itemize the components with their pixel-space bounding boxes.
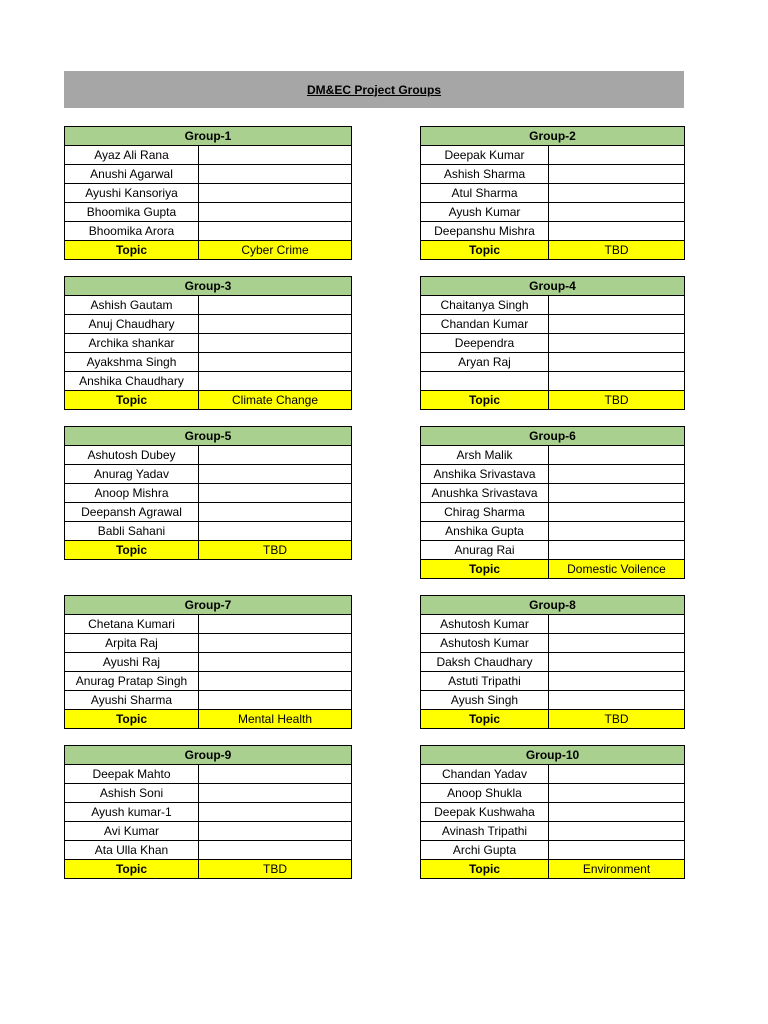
- topic-label: Topic: [421, 860, 549, 879]
- member-name-cell[interactable]: Avinash Tripathi: [421, 822, 549, 841]
- member-name-cell[interactable]: Anshika Srivastava: [421, 465, 549, 484]
- title-banner: [64, 71, 684, 108]
- member-row: [65, 334, 352, 353]
- member-row: [421, 653, 685, 672]
- empty-cell[interactable]: [549, 184, 685, 203]
- empty-cell[interactable]: [199, 672, 352, 691]
- member-row: [421, 222, 685, 241]
- member-row: [65, 146, 352, 165]
- group-table-10: [420, 745, 685, 879]
- member-name-cell[interactable]: Anushka Srivastava: [421, 484, 549, 503]
- member-row: [65, 803, 352, 822]
- empty-cell[interactable]: [199, 765, 352, 784]
- member-row: [65, 822, 352, 841]
- empty-cell[interactable]: [199, 522, 352, 541]
- member-row: [421, 146, 685, 165]
- topic-value[interactable]: Environment: [549, 860, 685, 879]
- empty-cell[interactable]: [549, 353, 685, 372]
- member-row: [421, 372, 685, 391]
- empty-cell[interactable]: [199, 165, 352, 184]
- empty-cell[interactable]: [199, 503, 352, 522]
- member-row: [65, 672, 352, 691]
- member-row: [65, 184, 352, 203]
- member-row: [421, 334, 685, 353]
- group-table-6: [420, 426, 685, 579]
- topic-row: [421, 860, 685, 879]
- member-name-cell[interactable]: Ayaz Ali Rana: [65, 146, 199, 165]
- member-row: [65, 296, 352, 315]
- empty-cell[interactable]: [199, 653, 352, 672]
- member-row: [421, 672, 685, 691]
- topic-label: Topic: [65, 541, 199, 560]
- member-name-cell[interactable]: Ashutosh Kumar: [421, 615, 549, 634]
- member-row: [65, 372, 352, 391]
- member-name-cell[interactable]: Anshika Gupta: [421, 522, 549, 541]
- member-row: [421, 446, 685, 465]
- empty-cell[interactable]: [549, 691, 685, 710]
- member-name-cell[interactable]: Bhoomika Gupta: [65, 203, 199, 222]
- member-row: [65, 765, 352, 784]
- topic-row: [65, 710, 352, 729]
- group-header: Group-2: [421, 127, 685, 146]
- topic-row: [65, 391, 352, 410]
- empty-cell[interactable]: [199, 372, 352, 391]
- member-name-cell[interactable]: Arpita Raj: [65, 634, 199, 653]
- topic-value[interactable]: TBD: [549, 710, 685, 729]
- empty-cell[interactable]: [199, 296, 352, 315]
- member-row: [65, 653, 352, 672]
- empty-cell[interactable]: [549, 822, 685, 841]
- topic-row: [421, 241, 685, 260]
- member-row: [65, 841, 352, 860]
- empty-cell[interactable]: [199, 615, 352, 634]
- group-table-7: [64, 595, 352, 729]
- member-row: [421, 841, 685, 860]
- member-name-cell[interactable]: Ayakshma Singh: [65, 353, 199, 372]
- empty-cell[interactable]: [199, 222, 352, 241]
- empty-cell[interactable]: [549, 465, 685, 484]
- empty-cell[interactable]: [549, 484, 685, 503]
- member-name-cell[interactable]: Ashish Gautam: [65, 296, 199, 315]
- group-table-9: [64, 745, 352, 879]
- topic-label: Topic: [421, 710, 549, 729]
- group-table-4: [420, 276, 685, 410]
- member-row: [421, 315, 685, 334]
- member-name-cell[interactable]: Ayushi Kansoriya: [65, 184, 199, 203]
- topic-value[interactable]: Mental Health: [199, 710, 352, 729]
- topic-value[interactable]: TBD: [549, 391, 685, 410]
- member-name-cell[interactable]: Anoop Shukla: [421, 784, 549, 803]
- member-name-cell[interactable]: Ashutosh Kumar: [421, 634, 549, 653]
- empty-cell[interactable]: [549, 503, 685, 522]
- member-row: [421, 541, 685, 560]
- member-name-cell[interactable]: Anurag Pratap Singh: [65, 672, 199, 691]
- empty-cell[interactable]: [549, 222, 685, 241]
- member-name-cell[interactable]: Anuj Chaudhary: [65, 315, 199, 334]
- empty-cell[interactable]: [199, 634, 352, 653]
- member-row: [421, 484, 685, 503]
- empty-cell[interactable]: [549, 372, 685, 391]
- topic-value[interactable]: TBD: [199, 541, 352, 560]
- member-name-cell[interactable]: Aryan Raj: [421, 353, 549, 372]
- member-name-cell[interactable]: Deepak Mahto: [65, 765, 199, 784]
- empty-cell[interactable]: [549, 315, 685, 334]
- member-row: [65, 691, 352, 710]
- topic-label: Topic: [65, 710, 199, 729]
- member-row: [421, 784, 685, 803]
- topic-label: Topic: [421, 241, 549, 260]
- group-header: Group-1: [65, 127, 352, 146]
- member-row: [421, 765, 685, 784]
- member-row: [421, 615, 685, 634]
- empty-cell[interactable]: [549, 615, 685, 634]
- group-table-1: [64, 126, 352, 260]
- group-header: Group-10: [421, 746, 685, 765]
- topic-label: Topic: [421, 391, 549, 410]
- topic-row: [65, 860, 352, 879]
- member-name-cell[interactable]: Ashish Soni: [65, 784, 199, 803]
- empty-cell[interactable]: [549, 765, 685, 784]
- group-header: Group-3: [65, 277, 352, 296]
- member-name-cell[interactable]: Deependra: [421, 334, 549, 353]
- empty-cell[interactable]: [549, 446, 685, 465]
- member-name-cell[interactable]: Deepak Kumar: [421, 146, 549, 165]
- member-name-cell[interactable]: Anushi Agarwal: [65, 165, 199, 184]
- member-name-cell[interactable]: Chandan Yadav: [421, 765, 549, 784]
- member-row: [65, 465, 352, 484]
- topic-label: Topic: [65, 860, 199, 879]
- member-row: [421, 353, 685, 372]
- empty-cell[interactable]: [549, 634, 685, 653]
- empty-cell[interactable]: [549, 803, 685, 822]
- member-row: [421, 165, 685, 184]
- empty-cell[interactable]: [199, 822, 352, 841]
- empty-cell[interactable]: [199, 465, 352, 484]
- member-name-cell[interactable]: Anurag Yadav: [65, 465, 199, 484]
- member-name-cell[interactable]: Ashutosh Dubey: [65, 446, 199, 465]
- member-row: [421, 822, 685, 841]
- member-name-cell[interactable]: Ayush Singh: [421, 691, 549, 710]
- topic-row: [421, 560, 685, 579]
- member-row: [421, 691, 685, 710]
- empty-cell[interactable]: [549, 841, 685, 860]
- topic-value[interactable]: Domestic Voilence: [549, 560, 685, 579]
- member-name-cell[interactable]: Anurag Rai: [421, 541, 549, 560]
- group-header: Group-8: [421, 596, 685, 615]
- empty-cell[interactable]: [549, 522, 685, 541]
- member-row: [65, 315, 352, 334]
- empty-cell[interactable]: [549, 653, 685, 672]
- member-name-cell[interactable]: Arsh Malik: [421, 446, 549, 465]
- empty-cell[interactable]: [199, 334, 352, 353]
- member-name-cell[interactable]: Chetana Kumari: [65, 615, 199, 634]
- group-header: Group-4: [421, 277, 685, 296]
- group-header: Group-5: [65, 427, 352, 446]
- empty-cell[interactable]: [549, 784, 685, 803]
- empty-cell[interactable]: [199, 484, 352, 503]
- empty-cell[interactable]: [199, 184, 352, 203]
- member-row: [65, 203, 352, 222]
- member-name-cell[interactable]: Archi Gupta: [421, 841, 549, 860]
- member-name-cell[interactable]: Deepansh Agrawal: [65, 503, 199, 522]
- member-name-cell[interactable]: Ata Ulla Khan: [65, 841, 199, 860]
- member-row: [65, 522, 352, 541]
- member-name-cell[interactable]: Ashish Sharma: [421, 165, 549, 184]
- member-row: [65, 634, 352, 653]
- member-row: [421, 296, 685, 315]
- topic-value[interactable]: TBD: [549, 241, 685, 260]
- member-row: [65, 222, 352, 241]
- member-name-cell[interactable]: Chirag Sharma: [421, 503, 549, 522]
- member-name-cell[interactable]: Ayushi Sharma: [65, 691, 199, 710]
- member-row: [421, 803, 685, 822]
- member-row: [421, 503, 685, 522]
- topic-label: Topic: [65, 241, 199, 260]
- member-name-cell[interactable]: Babli Sahani: [65, 522, 199, 541]
- topic-label: Topic: [65, 391, 199, 410]
- group-table-3: [64, 276, 352, 410]
- member-name-cell[interactable]: [421, 372, 549, 391]
- topic-value[interactable]: Climate Change: [199, 391, 352, 410]
- member-row: [65, 484, 352, 503]
- empty-cell[interactable]: [549, 296, 685, 315]
- empty-cell[interactable]: [549, 203, 685, 222]
- member-name-cell[interactable]: Bhoomika Arora: [65, 222, 199, 241]
- empty-cell[interactable]: [199, 446, 352, 465]
- member-name-cell[interactable]: Deepak Kushwaha: [421, 803, 549, 822]
- empty-cell[interactable]: [549, 672, 685, 691]
- member-row: [421, 184, 685, 203]
- empty-cell[interactable]: [199, 841, 352, 860]
- member-row: [65, 446, 352, 465]
- topic-label: Topic: [421, 560, 549, 579]
- member-name-cell[interactable]: Anshika Chaudhary: [65, 372, 199, 391]
- empty-cell[interactable]: [199, 803, 352, 822]
- member-row: [421, 634, 685, 653]
- empty-cell[interactable]: [549, 541, 685, 560]
- member-name-cell[interactable]: Anoop Mishra: [65, 484, 199, 503]
- member-name-cell[interactable]: Chaitanya Singh: [421, 296, 549, 315]
- empty-cell[interactable]: [549, 334, 685, 353]
- group-header: Group-9: [65, 746, 352, 765]
- topic-row: [421, 391, 685, 410]
- group-table-8: [420, 595, 685, 729]
- group-header: Group-7: [65, 596, 352, 615]
- group-header: Group-6: [421, 427, 685, 446]
- member-name-cell[interactable]: Astuti Tripathi: [421, 672, 549, 691]
- member-row: [421, 522, 685, 541]
- member-name-cell[interactable]: Daksh Chaudhary: [421, 653, 549, 672]
- topic-row: [65, 541, 352, 560]
- empty-cell[interactable]: [199, 784, 352, 803]
- member-name-cell[interactable]: Ayush Kumar: [421, 203, 549, 222]
- empty-cell[interactable]: [199, 315, 352, 334]
- page-title: DM&EC Project Groups: [306, 82, 441, 97]
- member-row: [421, 465, 685, 484]
- member-name-cell[interactable]: Avi Kumar: [65, 822, 199, 841]
- member-name-cell[interactable]: Atul Sharma: [421, 184, 549, 203]
- topic-value[interactable]: TBD: [199, 860, 352, 879]
- group-table-5: [64, 426, 352, 560]
- empty-cell[interactable]: [199, 353, 352, 372]
- empty-cell[interactable]: [199, 691, 352, 710]
- empty-cell[interactable]: [549, 165, 685, 184]
- member-name-cell[interactable]: Ayush kumar-1: [65, 803, 199, 822]
- member-name-cell[interactable]: Ayushi Raj: [65, 653, 199, 672]
- member-name-cell[interactable]: Deepanshu Mishra: [421, 222, 549, 241]
- member-row: [421, 203, 685, 222]
- member-name-cell[interactable]: Chandan Kumar: [421, 315, 549, 334]
- topic-row: [65, 241, 352, 260]
- member-name-cell[interactable]: Archika shankar: [65, 334, 199, 353]
- empty-cell[interactable]: [549, 146, 685, 165]
- member-row: [65, 165, 352, 184]
- member-row: [65, 353, 352, 372]
- empty-cell[interactable]: [199, 146, 352, 165]
- member-row: [65, 615, 352, 634]
- topic-row: [421, 710, 685, 729]
- empty-cell[interactable]: [199, 203, 352, 222]
- member-row: [65, 503, 352, 522]
- topic-value[interactable]: Cyber Crime: [199, 241, 352, 260]
- group-table-2: [420, 126, 685, 260]
- member-row: [65, 784, 352, 803]
